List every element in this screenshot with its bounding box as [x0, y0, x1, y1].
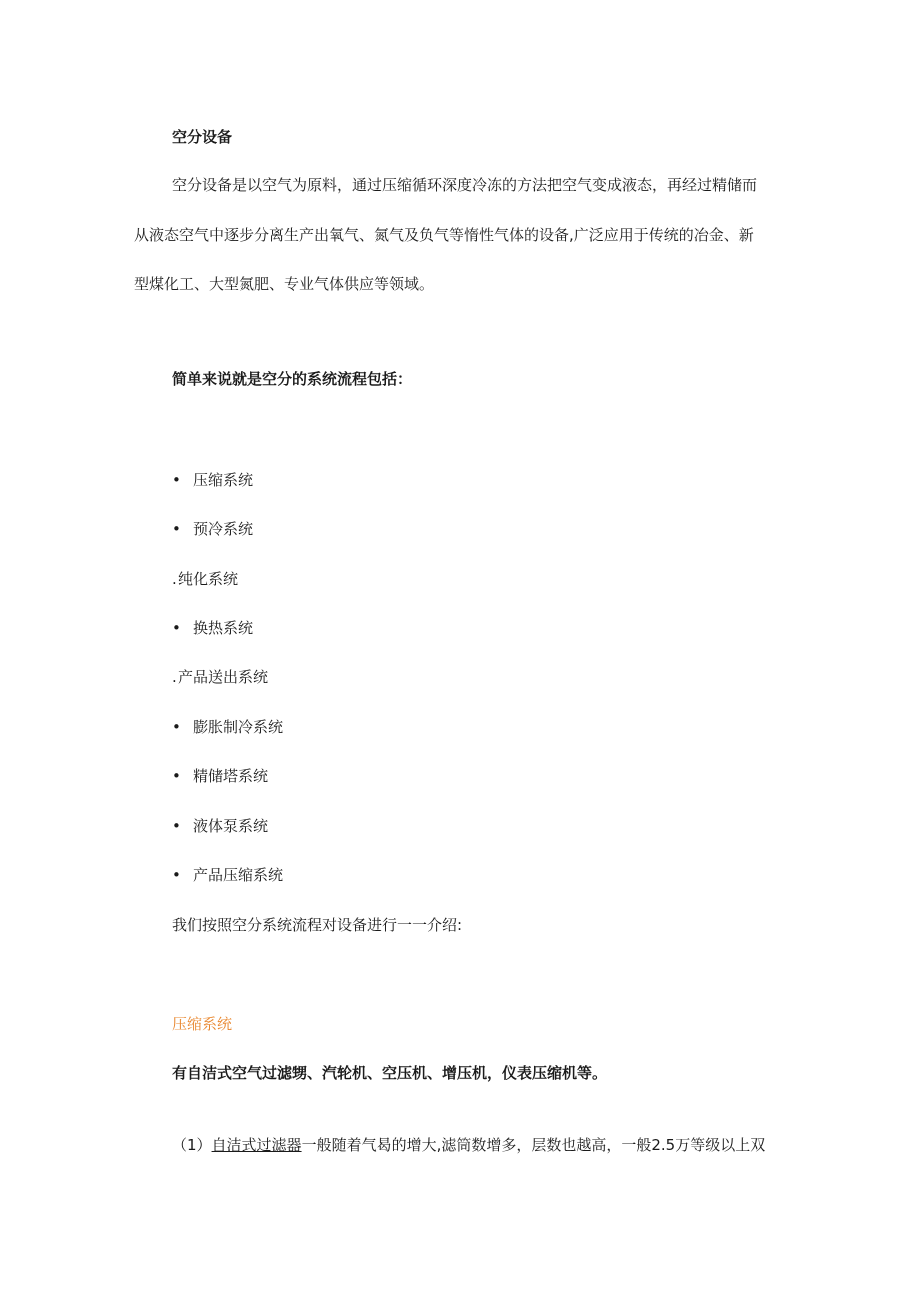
bullet-marker: . — [172, 668, 177, 686]
bullet-marker: • — [172, 767, 181, 785]
list-item-label: 换热系统 — [193, 619, 254, 637]
intro-line-2: 从液态空气中逐步分离生产出氧气、氮气及负气等惰性气体的设备,广泛应用于传统的冶金、新 — [134, 226, 754, 244]
flow-title: 简单来说就是空分的系统流程包括： — [172, 370, 413, 388]
list-item-label: 纯化系统 — [178, 570, 239, 588]
item-text: 一般随着气曷的增大,滤筒数增多，层数也越高，一般2.5万等级以上双 — [301, 1136, 766, 1154]
intro-outro: 我们按照空分系统流程对设备进行一一介绍: — [172, 916, 463, 934]
item-number: （1） — [172, 1136, 212, 1154]
bullet-marker: • — [172, 718, 181, 736]
list-item-label: 膨胀制冷系统 — [193, 718, 284, 736]
section-title: 压缩系统 — [172, 1015, 233, 1033]
page-heading: 空分设备 — [172, 128, 233, 146]
item-link[interactable]: 自洁式过滤器 — [211, 1136, 302, 1154]
item-1 — [172, 1135, 765, 1155]
list-item-label: 产品压缩系统 — [193, 866, 284, 884]
bullet-marker: . — [172, 570, 177, 588]
list-item-label: 液体泵系统 — [193, 817, 269, 835]
bullet-marker: • — [172, 619, 181, 637]
bullet-marker: • — [172, 520, 181, 538]
bullet-marker: • — [172, 471, 181, 489]
list-item-label: 精储塔系统 — [193, 767, 269, 785]
list-item-label: 产品送出系统 — [178, 668, 269, 686]
intro-line-1: 空分设备是以空气为原料，通过压缩循环深度冷冻的方法把空气变成液态，再经过精储而 — [172, 176, 758, 194]
section-summary: 有自洁式空气过滤甥、汽轮机、空压机、增压机，仪表压缩机等。 — [172, 1064, 608, 1082]
bullet-marker: • — [172, 866, 181, 884]
list-item-label: 压缩系统 — [193, 471, 254, 489]
bullet-marker: • — [172, 817, 181, 835]
intro-line-3: 型煤化工、大型氮肥、专业气体供应等领域。 — [134, 275, 435, 293]
list-item-label: 预冷系统 — [193, 520, 254, 538]
